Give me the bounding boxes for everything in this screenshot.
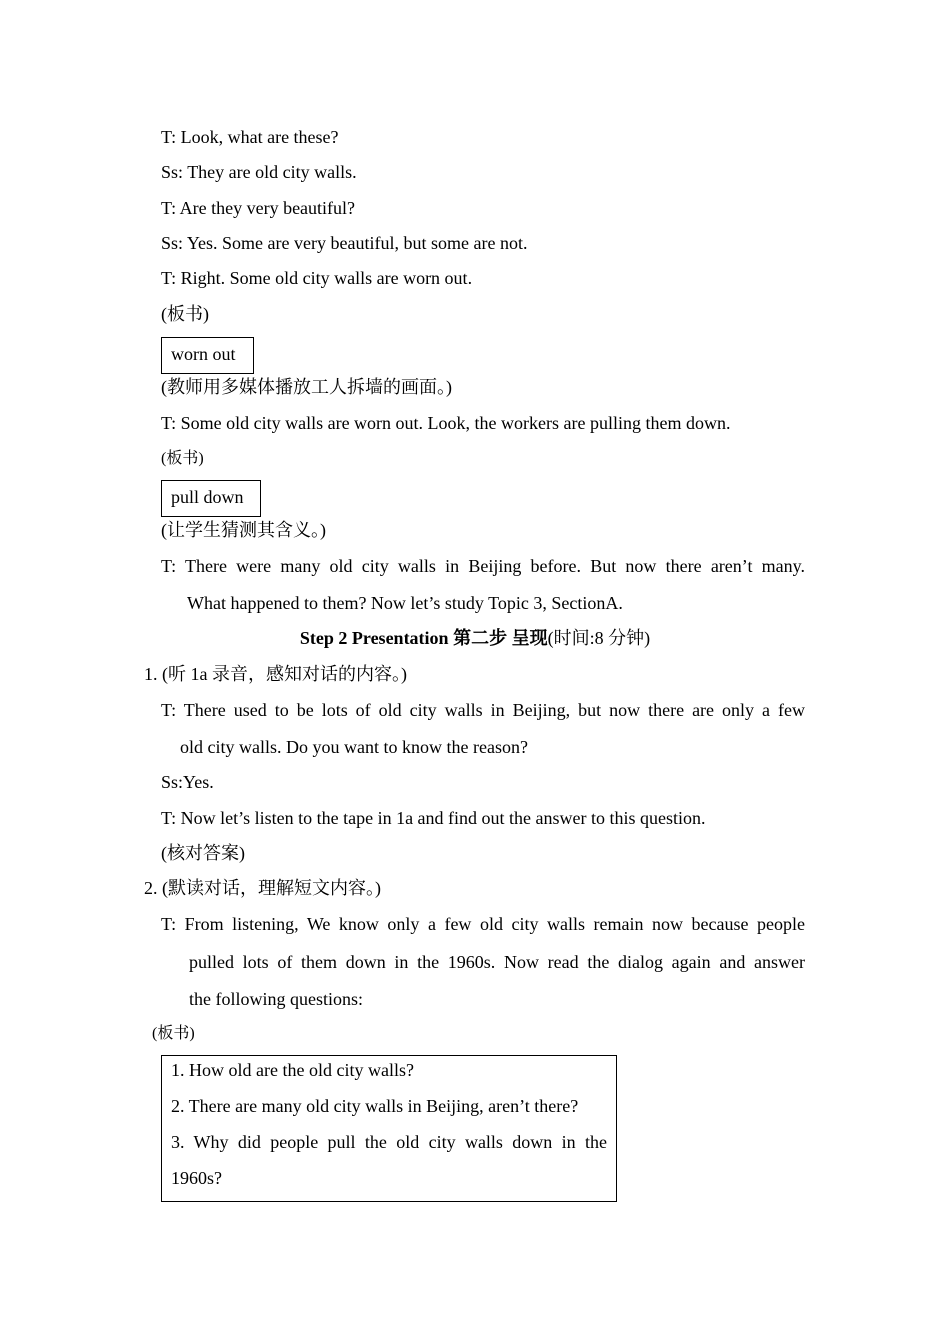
dialog-line: Ss: They are old city walls. (161, 162, 357, 182)
dialog-line: What happened to them? Now let’s study Topic 3, SectionA. (187, 593, 623, 613)
item-title: 1. (听 1a 录音，感知对话的内容。) (144, 664, 407, 684)
board-box-pull-down (161, 480, 261, 517)
dialog-line: T: Look, what are these? (161, 127, 339, 147)
dialog-line: T: Now let’s listen to the tape in 1a and find out the answer to this question. (161, 808, 706, 828)
step-heading-time: (时间:8 分钟) (547, 628, 651, 648)
teacher-note: (核对答案) (161, 843, 245, 863)
question-item: 2. There are many old city walls in Beijing, aren’t there? (171, 1096, 579, 1116)
teacher-note: (让学生猜测其含义。) (161, 520, 326, 540)
board-note: (板书) (161, 450, 204, 467)
question-item: 1. How old are the old city walls? (171, 1060, 414, 1080)
dialog-line: T: There were many old city walls in Beijing before. But now there aren’t many. (161, 556, 805, 576)
board-box-text: worn out (171, 344, 236, 364)
dialog-line: T: There used to be lots of old city walls in Beijing, but now there are only a few (161, 700, 805, 720)
dialog-line: the following questions: (189, 989, 363, 1009)
dialog-line: T: Some old city walls are worn out. Look, the workers are pulling them down. (161, 413, 731, 433)
dialog-line: T: Are they very beautiful? (161, 198, 356, 218)
dialog-line: old city walls. Do you want to know the reason? (180, 737, 528, 757)
board-box-worn-out (161, 337, 254, 374)
question-item: 1960s? (171, 1168, 222, 1188)
question-item: 3. Why did people pull the old city walls down in the (171, 1132, 607, 1152)
dialog-line: T: From listening, We know only a few old city walls remain now because people (161, 914, 805, 934)
board-questions-box (161, 1055, 617, 1202)
teacher-note: (教师用多媒体播放工人拆墙的画面。) (161, 377, 452, 397)
board-box-text: pull down (171, 487, 244, 507)
dialog-line: pulled lots of them down in the 1960s. Now read the dialog again and answer (189, 952, 805, 972)
dialog-line: T: Right. Some old city walls are worn out. (161, 268, 473, 288)
board-note: (板书) (161, 304, 209, 324)
item-title: 2. (默读对话，理解短文内容。) (144, 878, 381, 898)
step-heading-title: Step 2 Presentation 第二步 呈现 (299, 628, 548, 648)
dialog-line: Ss: Yes. Some are very beautiful, but some are not. (161, 233, 528, 253)
dialog-line: Ss:Yes. (161, 772, 214, 792)
board-note: (板书) (152, 1025, 195, 1042)
step-heading (0, 627, 950, 649)
